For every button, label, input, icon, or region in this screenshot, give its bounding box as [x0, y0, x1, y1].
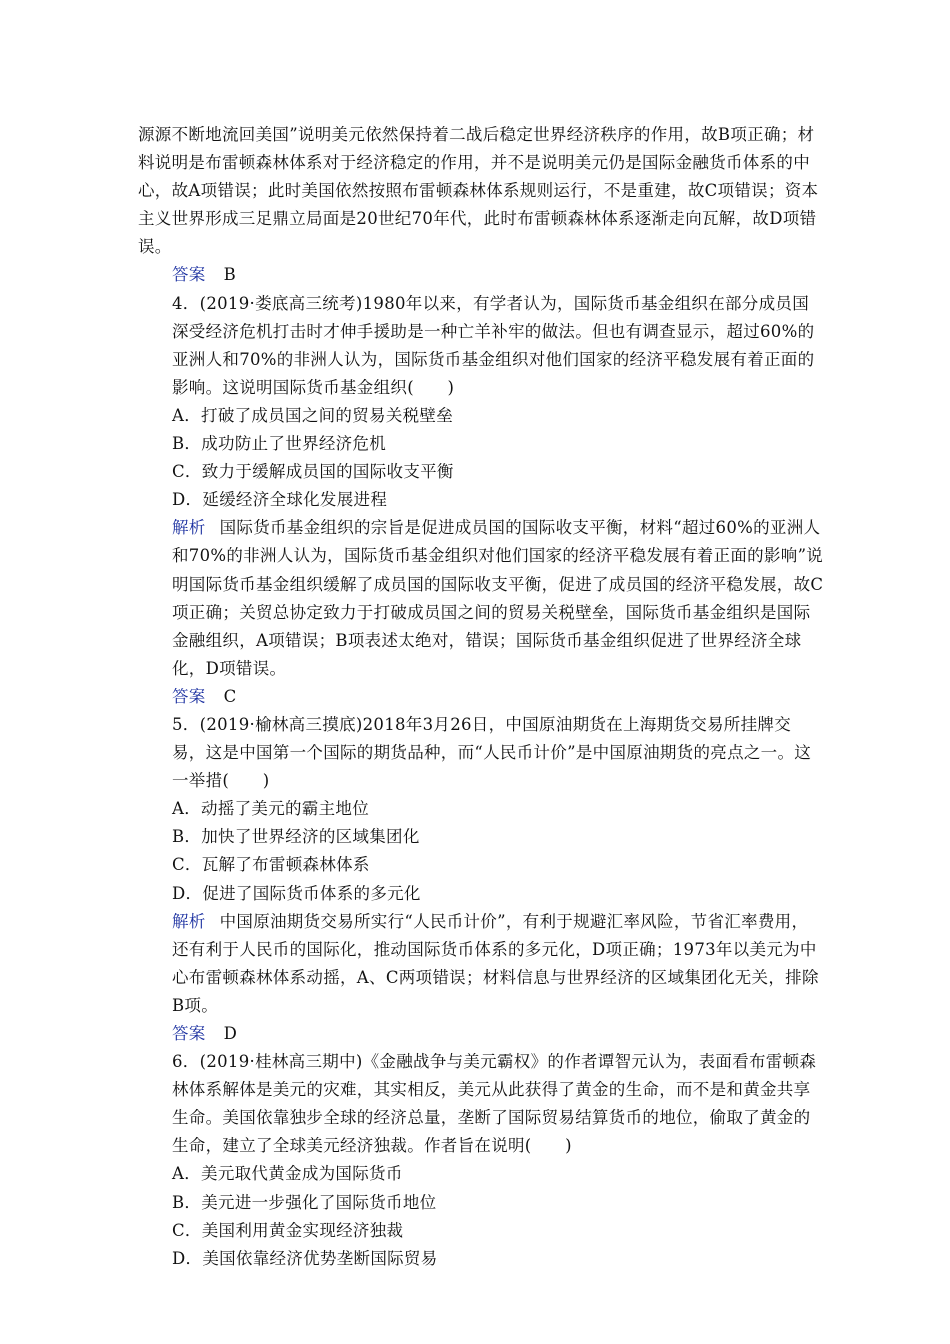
question-4-option-b: B．成功防止了世界经济危机	[172, 434, 387, 454]
answer-value: D	[223, 1024, 238, 1043]
question-4-answer	[138, 683, 824, 711]
question-5-option-b: B．加快了世界经济的区域集团化	[172, 827, 420, 847]
question-6-option-a: A．美元取代黄金成为国际货币	[172, 1164, 403, 1184]
answer-value: C	[223, 686, 237, 706]
answer-label: 答案	[172, 1024, 206, 1043]
analysis-text: 国际货币基金组织的宗旨是促进成员国的国际收支平衡，材料“超过60%的亚洲人和70%的非洲人认为，国际货币基金组织对他们国家的经济平稳发展有着正面的影响”说明国际货币基金组织缓解了成员国的国际收支平衡，促进了成员国的经济平稳发展，故C项正确；关贸总协定致力于打破成员国之间的贸易关税壁垒，国际货币基金组织是国际金融组织，A项错误；B项表述太绝对，错误；国际货币基金组织促进了世界经济全球化，D项错误。	[172, 518, 824, 678]
question-5-analysis	[138, 908, 824, 1020]
top-answer-line	[138, 261, 824, 289]
question-4-option-c: C．致力于缓解成员国的国际收支平衡	[172, 462, 454, 482]
analysis-label: 解析	[172, 518, 206, 538]
analysis-text: 中国原油期货交易所实行“人民币计价”，有利于规避汇率风险，节省汇率费用，还有利于人民币的国际化，推动国际货币体系的多元化，D项正确；1973年以美元为中心布雷顿森林体系动摇，A、C两项错误；材料信息与世界经济的区域集团化无关，排除B项。	[172, 911, 819, 1015]
question-5-option-d: D．促进了国际货币体系的多元化	[172, 883, 421, 903]
answer-label: 答案	[172, 265, 206, 285]
question-4-stem: 4．(2019·娄底高三统考)1980年以来，有学者认为，国际货币基金组织在部分成员国深受经济危机打击时才伸手援助是一种亡羊补牢的做法。但也有调查显示，超过60%的亚洲人和70%的非洲人认为，国际货币基金组织对他们国家的经济平稳发展有着正面的影响。这说明国际货币基金组织( )	[172, 293, 815, 397]
question-6-stem: 6．(2019·桂林高三期中)《金融战争与美元霸权》的作者谭智元认为，表面看布雷顿森林体系解体是美元的灾难，其实相反，美元从此获得了黄金的生命，而不是和黄金共享生命。美国依靠独步全球的经济总量，垄断了国际贸易结算货币的地位，偷取了黄金的生命，建立了全球美元经济独裁。作者旨在说明( )	[172, 1052, 817, 1156]
answer-label: 答案	[172, 686, 206, 706]
question-4-analysis	[138, 514, 824, 683]
question-6-option-b: B．美元进一步强化了国际货币地位	[172, 1192, 437, 1212]
question-6-option-c: C．美国利用黄金实现经济独裁	[172, 1220, 404, 1240]
answer-value: B	[223, 265, 237, 285]
top-analysis-paragraph: 源源不断地流回美国”说明美元依然保持着二战后稳定世界经济秩序的作用，故B项正确；材料说明是布雷顿森林体系对于经济稳定的作用，并不是说明美元仍是国际金融货币体系的中心，故A项错误；此时美国依然按照布雷顿森林体系规则运行，不是重建，故C项错误；资本主义世界形成三足鼎立局面是20世纪70年代，此时布雷顿森林体系逐渐走向瓦解，故D项错误。	[138, 125, 819, 257]
question-4-option-a: A．打破了成员国之间的贸易关税壁垒	[172, 405, 454, 425]
question-6-option-d: D．美国依靠经济优势垄断国际贸易	[172, 1248, 438, 1268]
analysis-label: 解析	[172, 911, 206, 931]
question-5-option-c: C．瓦解了布雷顿森林体系	[172, 855, 370, 875]
question-5-stem: 5．(2019·榆林高三摸底)2018年3月26日，中国原油期货在上海期货交易所挂牌交易，这是中国第一个国际的期货品种，而“人民币计价”是中国原油期货的亮点之一。这一举措( )	[172, 714, 812, 791]
question-5-answer	[138, 1020, 824, 1048]
document-content	[138, 121, 824, 1273]
question-5-option-a: A．动摇了美元的霸主地位	[172, 799, 370, 819]
question-4-option-d: D．延缓经济全球化发展进程	[172, 490, 388, 510]
